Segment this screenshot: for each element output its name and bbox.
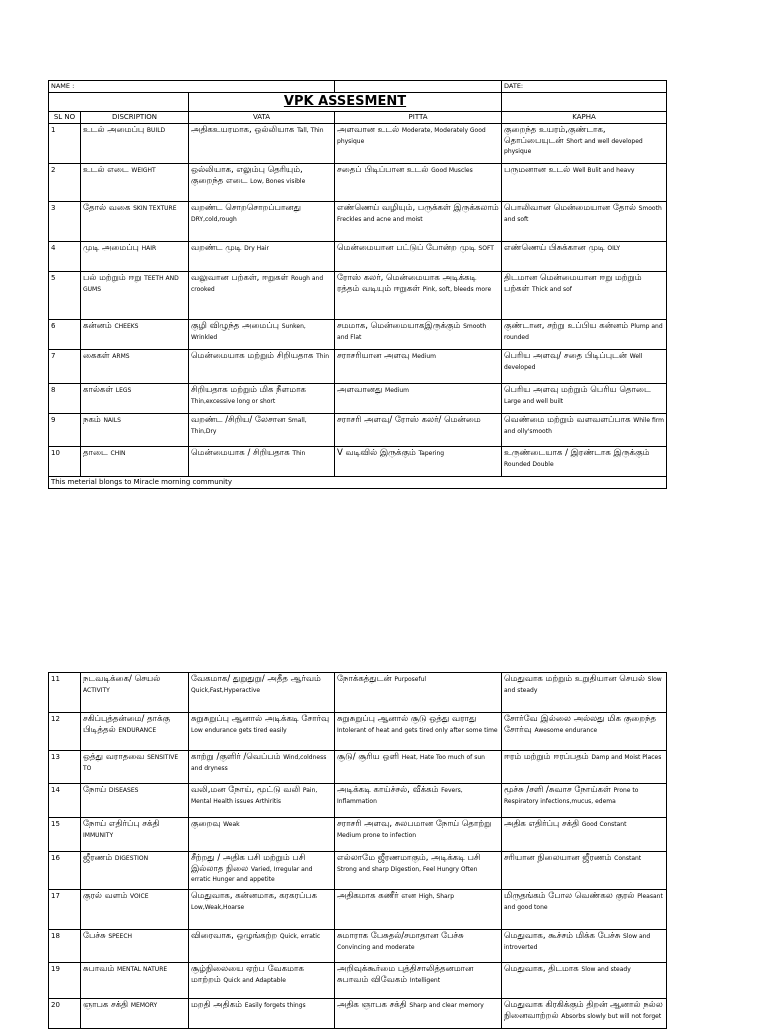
pitta-cell [335, 673, 502, 713]
description-cell [81, 784, 189, 818]
table-row [49, 818, 667, 852]
description-cell-english: LEGS [115, 387, 132, 394]
pitta-cell-english: Intolerant of heat and gets tired only after some time [337, 726, 498, 734]
row-number: 19 [49, 963, 81, 999]
kapha-cell-english: Awesome endurance [534, 726, 598, 734]
row-number: 18 [49, 930, 81, 963]
vata-cell [189, 713, 335, 751]
description-cell [81, 999, 189, 1029]
pitta-cell-english: Good Muscles [431, 167, 473, 174]
pitta-cell [335, 350, 502, 384]
kapha-cell-english: While firm and olly'smooth [504, 417, 664, 435]
kapha-cell-tamil: மிருதங்கம் போல வெண்கல குரல் [504, 891, 635, 901]
description-cell-english: BUILD [146, 127, 166, 134]
description-cell [81, 930, 189, 963]
kapha-cell [502, 414, 667, 447]
vata-cell-tamil: வறண்ட சொறசொறப்பானது [191, 203, 302, 213]
description-cell-tamil: நோய் எதிர்ப்பு சக்தி [83, 819, 160, 829]
vata-cell-english: Weak [223, 821, 240, 828]
row-number: 10 [49, 447, 81, 477]
col-header-kapha: KAPHA [502, 112, 667, 124]
row-number: 12 [49, 713, 81, 751]
pitta-cell-english: Medium [385, 387, 410, 394]
kapha-cell-english: Well Bulit and heavy [572, 167, 635, 174]
vata-cell-tamil: வலி,மன நோய், மூட்டு வலி [191, 785, 301, 795]
kapha-cell-tamil: உருண்டையாக / இரண்டாக இருக்கும் [504, 448, 650, 458]
pitta-cell-tamil: சூடு/ சூரிய ஒளி [337, 752, 400, 762]
description-cell-tamil: ஜீரணம் [83, 853, 113, 863]
pitta-cell-tamil: சமமாக, மென்மையாகஇருக்கும் [337, 321, 461, 331]
kapha-cell-tamil: சரியான நிலையான ஜீரணம் [504, 853, 612, 863]
vata-cell-english: Rough and crooked [191, 275, 324, 293]
vata-cell-english: Low endurance gets tired easily [191, 726, 287, 734]
table-row [49, 673, 667, 713]
pitta-cell [335, 272, 502, 320]
row-number: 6 [49, 320, 81, 350]
pitta-cell-tamil: சுறுசுறுப்பு ஆனால் சூடு ஒத்து வராது [337, 714, 477, 724]
date-field[interactable]: DATE: [502, 81, 667, 93]
description-cell [81, 202, 189, 242]
kapha-cell-english: Plump and rounded [504, 323, 663, 341]
kapha-cell-english: Damp and Moist Places [591, 754, 662, 761]
pitta-cell-english: Intelligent [409, 976, 441, 984]
table-row [49, 242, 667, 272]
description-cell [81, 963, 189, 999]
row-number: 4 [49, 242, 81, 272]
kapha-cell-tamil: பெரிய அளவு மற்றும் பெரிய தொடை [504, 385, 651, 395]
description-cell [81, 852, 189, 890]
kapha-cell-tamil: குறைந்த உயரம்,குண்டாக, தொப்பையுடன் [504, 125, 606, 146]
pitta-cell [335, 751, 502, 784]
pitta-cell-english: Convincing and moderate [337, 943, 415, 951]
vata-cell [189, 784, 335, 818]
pitta-cell [335, 164, 502, 202]
table-row [49, 930, 667, 963]
kapha-cell [502, 272, 667, 320]
kapha-cell [502, 890, 667, 930]
pitta-cell-tamil: அடிக்கடி காய்ச்சல், வீக்கம் [337, 785, 439, 795]
kapha-cell-tamil: ஈரம் மற்றும் ஈரப்பதம் [504, 752, 589, 762]
vata-cell [189, 320, 335, 350]
description-cell-english: TEETH AND GUMS [83, 275, 179, 293]
kapha-cell-tamil: பருமனான உடல் [504, 165, 571, 175]
vata-cell [189, 963, 335, 999]
description-cell-english: SPEECH [108, 933, 133, 940]
pitta-cell [335, 447, 502, 477]
table-row [49, 414, 667, 447]
vata-cell-english: Tall, Thin [297, 127, 324, 134]
kapha-cell-english: Absorbs slowly but will not forget [561, 1012, 662, 1020]
vata-cell-tamil: வலுவான பற்கள், ஈறுகள் [191, 273, 289, 283]
pitta-cell [335, 963, 502, 999]
pitta-cell [335, 890, 502, 930]
pitta-cell-tamil: மென்மையான பட்டுப் போன்ற முடி [337, 243, 476, 253]
vata-cell-tamil: குழி விழுந்த அமைப்பு [191, 321, 279, 331]
vata-cell-tamil: சீற்றது / அதிக பசி மற்றும் பசி இல்லாத நிலை [191, 853, 306, 874]
description-cell-tamil: தோல் வகை [83, 203, 131, 213]
kapha-cell [502, 963, 667, 999]
kapha-cell [502, 818, 667, 852]
description-cell [81, 713, 189, 751]
vata-cell [189, 447, 335, 477]
kapha-cell [502, 202, 667, 242]
kapha-cell [502, 447, 667, 477]
vata-cell [189, 890, 335, 930]
vata-cell-english: Quick and Adaptable [223, 976, 286, 984]
vata-cell [189, 272, 335, 320]
description-cell-tamil: சுபாவம் [83, 964, 115, 974]
kapha-cell-tamil: மூச்சு /சளி /சுவாச நோய்கள் [504, 785, 611, 795]
kapha-cell [502, 384, 667, 414]
pitta-cell-english: Pink, soft, bleeds more [422, 285, 492, 293]
pitta-cell-english: Tapering [418, 450, 445, 457]
table-row [49, 784, 667, 818]
description-cell [81, 673, 189, 713]
description-cell-english: ENDURANCE [118, 726, 157, 734]
vata-cell [189, 852, 335, 890]
description-cell [81, 350, 189, 384]
pitta-cell [335, 818, 502, 852]
vata-cell [189, 202, 335, 242]
vata-cell-tamil: காற்று /குளிர் /வெப்பம் [191, 752, 281, 762]
description-cell [81, 320, 189, 350]
kapha-cell-tamil: பெரிய அளவு/ சதை பிடிப்புடன் [504, 351, 628, 361]
description-cell-tamil: நோய் [83, 785, 107, 795]
col-header-pitta: PITTA [335, 112, 502, 124]
pitta-cell [335, 784, 502, 818]
description-cell-english: NAILS [103, 417, 121, 424]
pitta-cell-english: Moderate, Moderately Good physique [337, 127, 486, 145]
vata-cell-english: Low, Bones visible [250, 177, 306, 185]
description-cell-tamil: முடி அமைப்பு [83, 243, 139, 253]
description-cell-tamil: சகிப்புத்தன்மை/ தாக்கு பிடித்தல் [83, 714, 171, 735]
description-cell-tamil: உடல் அமைப்பு [83, 125, 145, 135]
kapha-cell-tamil: வெண்மை மற்றும் வளவளப்பாக [504, 415, 631, 425]
pitta-cell-tamil: சதைப் பிடிப்பான உடல் [337, 165, 429, 175]
vata-cell [189, 673, 335, 713]
kapha-cell-english: Pleasant and good tone [504, 893, 663, 911]
pitta-cell-english: Strong and sharp Digestion, Feel Hungry Often [337, 865, 478, 873]
pitta-cell [335, 930, 502, 963]
kapha-cell [502, 673, 667, 713]
description-cell-tamil: தாடை [83, 448, 108, 458]
col-header-sl: SL NO [49, 112, 81, 124]
kapha-cell [502, 164, 667, 202]
pitta-cell [335, 384, 502, 414]
vata-cell-english: Small, Thin,Dry [191, 417, 307, 435]
pitta-cell-english: Freckles and acne and moist [337, 215, 423, 223]
pitta-cell-english: SOFT [478, 245, 494, 252]
vata-cell [189, 350, 335, 384]
row-number: 8 [49, 384, 81, 414]
row-number: 3 [49, 202, 81, 242]
vata-cell-tamil: ஒல்லியாக, எலும்பு தெரியும், குறைந்த எடை [191, 165, 303, 186]
description-cell-english: CHEEKS [114, 323, 139, 330]
vata-cell-english: Pain, Mental Health issues Arthiritis [191, 787, 318, 805]
pitta-cell-tamil: சுமாராக பேசுதல்/சமாதான பேச்சு [337, 931, 464, 941]
vata-cell-english: Thin,excessive long or short [191, 397, 276, 405]
row-number: 13 [49, 751, 81, 784]
vata-cell-english: Thin [316, 353, 330, 360]
kapha-cell-tamil: மெதுவாக, கூச்சம் மிக்க பேச்சு [504, 931, 621, 941]
pitta-cell-tamil: சராசரியான அளவு [337, 351, 410, 361]
vata-cell-tamil: மென்மையாக / சிறியதாக [191, 448, 290, 458]
kapha-cell [502, 350, 667, 384]
kapha-cell-tamil: மெதுவாக மற்றும் உறுதியான செயல் [504, 674, 645, 684]
description-cell-tamil: பல் மற்றும் ஈறு [83, 273, 142, 283]
kapha-cell-english: Slow and steady [581, 966, 631, 973]
row-number: 15 [49, 818, 81, 852]
pitta-cell-tamil: அதிக ஞாபக சக்தி [337, 1000, 407, 1010]
vata-cell-english: Thin [292, 450, 306, 457]
pitta-cell [335, 242, 502, 272]
table-row [49, 124, 667, 164]
vata-cell-english: Quick, erratic [279, 933, 321, 940]
vata-cell-english: Low,Weak,Hoarse [191, 903, 245, 911]
blank-cell [335, 81, 502, 93]
kapha-cell-tamil: எண்ணெய் பிசுக்கான முடி [504, 243, 605, 253]
kapha-cell-tamil: சோர்வே இல்லை அல்லது மிக குறைந்த சோர்வு [504, 714, 657, 735]
pitta-cell [335, 713, 502, 751]
pitta-cell-english: Heat, Hate Too much of sun [401, 754, 485, 761]
vata-cell-tamil: சுறுசுறுப்பு ஆனால் அடிக்கடி சோர்வு [191, 714, 330, 724]
kapha-cell-english: Slow and introverted [504, 933, 651, 951]
vata-cell-tamil: மறதி அதிகம் [191, 1000, 242, 1010]
vata-cell-tamil: வறண்ட /சிறிய/ லேசான [191, 415, 286, 425]
kapha-cell [502, 999, 667, 1029]
pitta-cell-english: Purposeful [394, 676, 427, 683]
description-cell-english: DIGESTION [114, 855, 149, 862]
pitta-cell-english: Smooth and Flat [337, 323, 487, 341]
description-cell-english: CHIN [110, 450, 126, 457]
description-cell [81, 164, 189, 202]
table-row [49, 202, 667, 242]
description-cell-tamil: நகம் [83, 415, 101, 425]
kapha-cell-english: Large and well built [504, 397, 564, 405]
table-row [49, 272, 667, 320]
pitta-cell-english: Medium [412, 353, 437, 360]
description-cell-tamil: ஞாபக சக்தி [83, 1000, 129, 1010]
vata-cell [189, 242, 335, 272]
kapha-cell-english: Short and well developed physique [504, 137, 643, 155]
vata-cell [189, 124, 335, 164]
pitta-cell [335, 320, 502, 350]
row-number: 9 [49, 414, 81, 447]
row-number: 20 [49, 999, 81, 1029]
table-row [49, 999, 667, 1029]
row-number: 2 [49, 164, 81, 202]
kapha-cell [502, 751, 667, 784]
row-number: 16 [49, 852, 81, 890]
kapha-cell-tamil: அதிக எதிர்ப்பு சக்தி [504, 819, 580, 829]
vata-cell-tamil: வேகமாக/ துறுதுறு/ அதீத ஆர்வம் [191, 674, 321, 684]
kapha-cell-english: Prone to Respiratory infections,mucus, edema [504, 787, 639, 805]
kapha-cell-english: Rounded Double [504, 460, 554, 468]
table-row [49, 447, 667, 477]
pitta-cell-tamil: V வடிவில் இருக்கும் [337, 448, 416, 458]
description-cell-english: WEIGHT [131, 167, 156, 174]
description-cell-tamil: ஒத்து வராதவை [83, 752, 145, 762]
description-cell [81, 447, 189, 477]
pitta-cell-tamil: ரோஸ் கலர், மென்மையாக அடிக்கடி ரத்தம் வடியும் ஈறுகள் [337, 273, 477, 294]
vata-cell [189, 384, 335, 414]
col-header-vata: VATA [189, 112, 335, 124]
description-cell-tamil: குரல் வளம் [83, 891, 128, 901]
vata-cell-tamil: சிறியதாக மற்றும் மிக நீளமாக [191, 385, 306, 395]
pitta-cell [335, 202, 502, 242]
kapha-cell [502, 124, 667, 164]
description-cell [81, 272, 189, 320]
kapha-cell-english: Slow and steady [504, 676, 662, 694]
row-number: 11 [49, 673, 81, 713]
row-number: 17 [49, 890, 81, 930]
kapha-cell-tamil: பொலிவான மென்மையான தோல் [504, 203, 636, 213]
vata-cell [189, 930, 335, 963]
vata-cell [189, 751, 335, 784]
kapha-cell-english: Well developed [504, 353, 643, 371]
vata-cell-english: Varied, Irregular and erratic Hunger and appetite [191, 865, 313, 883]
vata-cell-tamil: மென்மையாக மற்றும் சிறியதாக [191, 351, 314, 361]
pitta-cell [335, 852, 502, 890]
row-number: 14 [49, 784, 81, 818]
pitta-cell-tamil: அளவானது [337, 385, 383, 395]
pitta-cell-english: Fevers, Inflammation [337, 787, 463, 805]
title-spacer-left [49, 93, 189, 112]
kapha-cell-english: Good Constant [581, 821, 627, 828]
pitta-cell-tamil: அறிவுக்கூர்மை புத்திசாலித்தனமான சுபாவம் விவேகம் [337, 964, 474, 985]
description-cell [81, 818, 189, 852]
kapha-cell [502, 242, 667, 272]
kapha-cell [502, 713, 667, 751]
table-row [49, 384, 667, 414]
pitta-cell-english: Sharp and clear memory [409, 1002, 484, 1009]
vata-cell-english: Quick,Fast,Hyperactive [191, 686, 261, 694]
pitta-cell-tamil: நோக்கத்துடன் [337, 674, 392, 684]
row-number: 7 [49, 350, 81, 384]
vata-cell-english: Dry Hair [244, 245, 269, 252]
vpk-assessment-table-part1 [48, 80, 667, 489]
kapha-cell [502, 930, 667, 963]
vata-cell-tamil: விரைவாக, ஒழுங்கற்ற [191, 931, 278, 941]
footer-note: This meterial blongs to Miracle morning community [49, 477, 667, 489]
description-cell-english: SKIN TEXTURE [133, 205, 177, 212]
description-cell-english: MEMORY [130, 1002, 158, 1009]
description-cell-tamil: நடவடிக்கை/ செயல் [83, 674, 161, 684]
description-cell-tamil: பேச்சு [83, 931, 106, 941]
name-field[interactable]: NAME : [49, 81, 335, 93]
title-spacer-right [502, 93, 667, 112]
pitta-cell-tamil: எண்ணெய் வழியும், பருக்கள் இருக்கலாம் [337, 203, 499, 213]
pitta-cell-tamil: சராசரி அளவு/ ரோஸ் கலர்/ மென்மை [337, 415, 481, 425]
table-row [49, 164, 667, 202]
vata-cell-english: Sunken, Wrinkled [191, 323, 306, 341]
description-cell-tamil: கால்கள் [83, 385, 114, 395]
description-cell-english: MENTAL NATURE [117, 966, 168, 973]
pitta-cell-english: Medium prone to infection [337, 831, 417, 839]
vata-cell-tamil: குறைவு [191, 819, 221, 829]
row-number: 1 [49, 124, 81, 164]
table-row [49, 350, 667, 384]
pitta-cell-english: High, Sharp [418, 893, 454, 900]
table-row [49, 890, 667, 930]
vata-cell [189, 164, 335, 202]
vpk-assessment-table-part2 [48, 672, 667, 1029]
description-cell [81, 124, 189, 164]
description-cell-english: IMMUNITY [83, 831, 114, 839]
table-row [49, 713, 667, 751]
kapha-cell [502, 320, 667, 350]
vata-cell-english: DRY,cold,rough [191, 215, 237, 223]
kapha-cell-english: Constant [614, 855, 642, 862]
vata-cell [189, 818, 335, 852]
description-cell [81, 890, 189, 930]
kapha-cell [502, 852, 667, 890]
kapha-cell-english: OILY [607, 245, 621, 252]
description-cell-tamil: கைகள் [83, 351, 110, 361]
kapha-cell-tamil: மெதுவாக கிரகிக்கும் திறன் ஆனால் நல்ல நினைவாற்றல் [504, 1000, 663, 1021]
description-cell [81, 751, 189, 784]
pitta-cell-tamil: எல்லாமே ஜீரணமாகும், அடிக்கடி பசி [337, 853, 481, 863]
description-cell-tamil: கன்னம் [83, 321, 112, 331]
description-cell-tamil: உடல் எடை [83, 165, 129, 175]
table-row [49, 320, 667, 350]
kapha-cell-tamil: திடமான மென்மையான ஈறு மற்றும் பற்கள் [504, 273, 642, 294]
table-row [49, 852, 667, 890]
vata-cell-tamil: சூழ்நிலையை ஏற்ப வேகமாக மாற்றம் [191, 964, 304, 985]
description-cell-english: VOICE [130, 893, 149, 900]
kapha-cell-english: Thick and sof [531, 285, 572, 293]
description-cell [81, 384, 189, 414]
kapha-cell-tamil: மெதுவாக, திடமாக [504, 964, 579, 974]
kapha-cell-tamil: குண்டான, சற்று உப்பிய கன்னம் [504, 321, 629, 331]
vata-cell-tamil: வறண்ட முடி [191, 243, 242, 253]
pitta-cell-tamil: அளவான உடல் [337, 125, 400, 135]
description-cell-english: ARMS [112, 353, 130, 360]
vata-cell-english: Wind,coldness and dryness [191, 754, 327, 772]
pitta-cell-tamil: சராசரி அளவு, சுலபமான நோய் தொற்று [337, 819, 492, 829]
pitta-cell [335, 414, 502, 447]
description-cell-english: ACTIVITY [83, 686, 110, 694]
table-row [49, 963, 667, 999]
table-row [49, 751, 667, 784]
page-title: VPK ASSESMENT [189, 93, 502, 112]
vata-cell-tamil: அதிகஉயரமாக, ஒல்லியாக [191, 125, 295, 135]
vata-cell-tamil: மெதுவாக, கன்னமாக, கரகரப்பக [191, 891, 318, 901]
col-header-description: DISCRIPTION [81, 112, 189, 124]
kapha-cell [502, 784, 667, 818]
description-cell-english: DISEASES [108, 787, 139, 794]
pitta-cell-tamil: அதிகமாக கணீர் என [337, 891, 417, 901]
description-cell [81, 414, 189, 447]
description-cell [81, 242, 189, 272]
description-cell-english: SENSITIVE TO [83, 754, 179, 772]
pitta-cell [335, 999, 502, 1029]
vata-cell-english: Easily forgets things [244, 1002, 306, 1009]
vata-cell [189, 999, 335, 1029]
vata-cell [189, 414, 335, 447]
kapha-cell-english: Smooth and soft [504, 205, 662, 223]
description-cell-english: HAIR [141, 245, 157, 252]
row-number: 5 [49, 272, 81, 320]
pitta-cell [335, 124, 502, 164]
